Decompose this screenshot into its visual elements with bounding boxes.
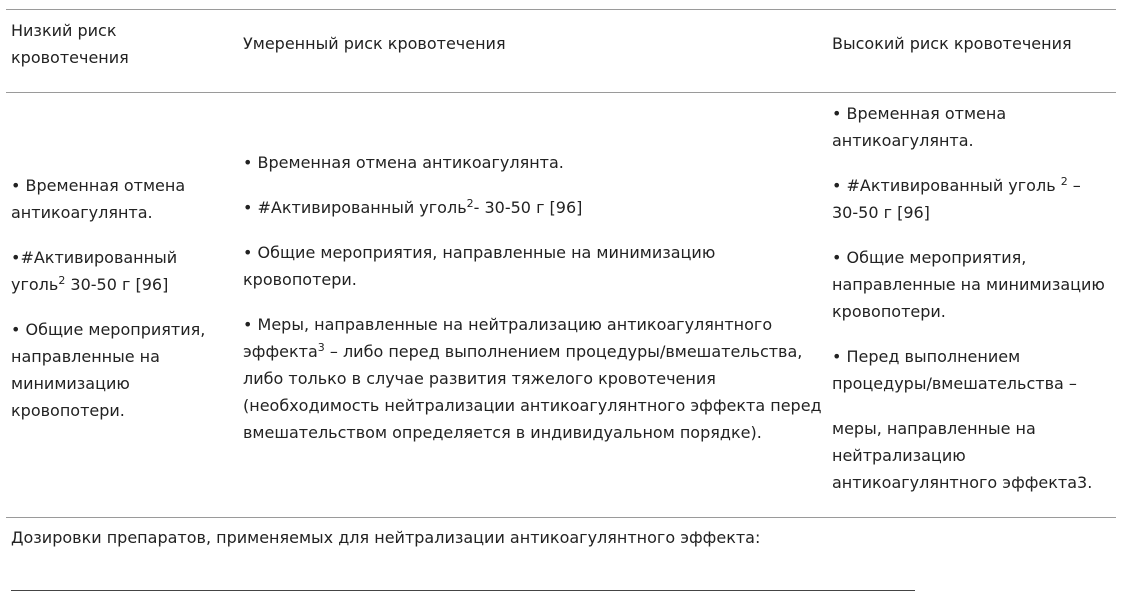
high-p1-line2: антикоагулянта. (832, 131, 974, 150)
moderate-p4-line5: вмешательством определяется в индивидуальном порядке). (243, 423, 762, 442)
high-p2-line2: 30-50 г [96] (832, 203, 930, 222)
moderate-p4-line3: либо только в случае развития тяжелого кровотечения (243, 369, 716, 388)
low-p2-line1: •#Активированный (11, 248, 178, 267)
high-p3-line2: направленные на минимизацию (832, 275, 1105, 294)
header-low-risk-line1: Низкий риск (11, 21, 117, 40)
high-p4-line1: • Перед выполнением (832, 347, 1021, 366)
header-low-risk-line2: кровотечения (11, 48, 129, 67)
footnote-separator-line (11, 590, 915, 591)
high-p5-line1: меры, направленные на (832, 419, 1036, 438)
header-moderate-risk-text: Умеренный риск кровотечения (243, 34, 506, 53)
low-p1-line2: антикоагулянта. (11, 203, 153, 222)
high-p5-line2: нейтрализацию (832, 446, 966, 465)
low-p2-text-a: уголь (11, 275, 59, 294)
high-p3-line3: кровопотери. (832, 302, 946, 321)
moderate-p2-sup: 2 (466, 197, 474, 210)
moderate-p2-text-a: • #Активированный уголь (243, 198, 467, 217)
moderate-p3-line2: кровопотери. (243, 270, 357, 289)
header-high-risk-text: Высокий риск кровотечения (832, 34, 1072, 53)
footer-note: Дозировки препаратов, применяемых для нейтрализации антикоагулянтного эффекта: (11, 528, 761, 547)
header-high-risk (832, 30, 1072, 57)
high-p2-text-a: • #Активированный уголь (832, 176, 1061, 195)
high-p1-line1: • Временная отмена (832, 104, 1007, 123)
high-p2-sup: 2 (1060, 175, 1068, 188)
low-p3-line4: кровопотери. (11, 401, 125, 420)
low-p1-line1: • Временная отмена (11, 176, 186, 195)
moderate-p3-line1: • Общие мероприятия, направленные на минимизацию (243, 243, 716, 262)
header-bottom-border (6, 92, 1116, 93)
high-p3-line1: • Общие мероприятия, (832, 248, 1027, 267)
low-p2-line2 (11, 271, 205, 298)
moderate-risk-cell (243, 149, 822, 446)
low-p2-sup: 2 (58, 274, 66, 287)
moderate-p4-line1: • Меры, направленные на нейтрализацию антикоагулянтного (243, 315, 773, 334)
low-p2-text-b: 30-50 г [96] (65, 275, 169, 294)
high-risk-cell (832, 100, 1105, 496)
high-p4-line2: процедуры/вмешательства – (832, 374, 1077, 393)
header-low-risk (11, 17, 129, 71)
moderate-p2-text-b: - 30-50 г [96] (473, 198, 583, 217)
moderate-p4-sup: 3 (317, 341, 325, 354)
high-p2-line1 (832, 172, 1105, 199)
table-bottom-border (6, 517, 1116, 518)
header-moderate-risk (243, 30, 506, 57)
low-p3-line3: минимизацию (11, 374, 130, 393)
high-p5-line3: антикоагулянтного эффекта3. (832, 473, 1093, 492)
moderate-p4-line4: (необходимость нейтрализации антикоагулянтного эффекта перед (243, 396, 822, 415)
table-top-border (6, 9, 1116, 10)
high-p2-text-b: – (1067, 176, 1081, 195)
moderate-p4-text-b: – либо перед выполнением процедуры/вмешательства, (324, 342, 803, 361)
low-p3-line2: направленные на (11, 347, 160, 366)
low-p3-line1: • Общие мероприятия, (11, 320, 206, 339)
moderate-p1: • Временная отмена антикоагулянта. (243, 153, 564, 172)
moderate-p4-text-a: эффекта (243, 342, 318, 361)
moderate-p2 (243, 194, 822, 221)
moderate-p4-line2 (243, 338, 822, 365)
low-risk-cell (11, 172, 205, 424)
